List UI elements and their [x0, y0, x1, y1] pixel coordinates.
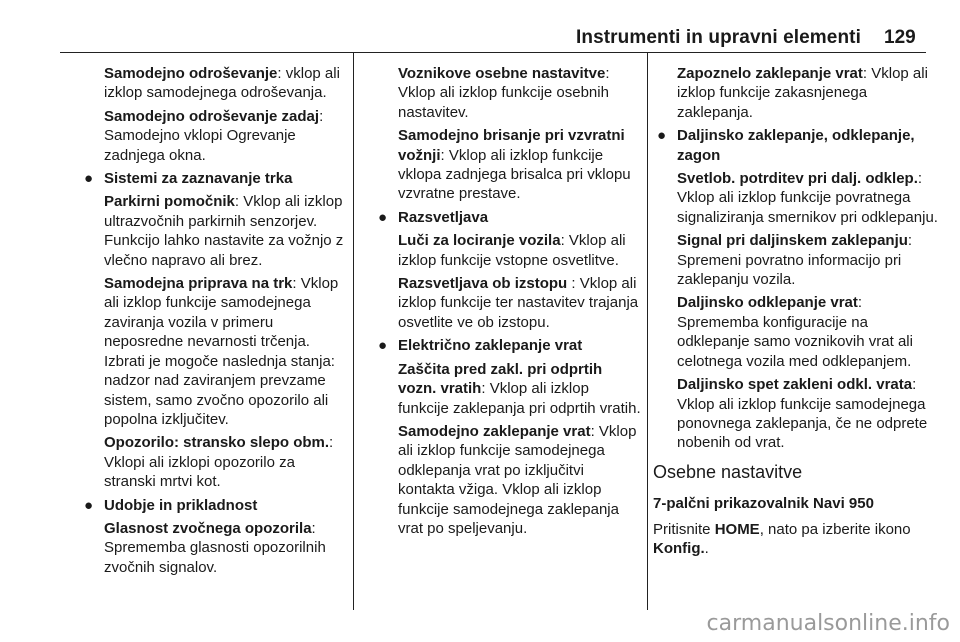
setting-desc: Vklop ali izklop funkcije zakasnjenega zaklepanja. [677, 65, 928, 121]
setting-desc: Vklop ali izklop funkcije samodejnega odklepanja vrat po izključitvi kontakta vžiga. Vklop ali izklop funkcije samodejnega zaklepanja vrat po speljevanju. [398, 422, 637, 537]
setting-desc: Vklop ali izklop funkcije ter nastavitev trajanja osvetlite ve ob izstopu. [398, 275, 639, 331]
setting-term: Luči za lociranje vozila [398, 232, 561, 250]
setting-entry [677, 375, 940, 453]
bullet-group [657, 126, 940, 453]
setting-entry [677, 293, 940, 371]
separator: : [917, 170, 923, 188]
home-key-label: HOME [714, 520, 760, 538]
separator: : [560, 232, 569, 250]
page-number: 129 [884, 27, 916, 48]
setting-term: Samodejno odroševanje zadaj [104, 107, 320, 125]
bullet-group [378, 208, 641, 332]
setting-term: Razsvetljava ob izstopu [398, 275, 568, 293]
setting-desc: Vklop ali izklop funkcije vstopne osvetlitve. [398, 232, 626, 269]
setting-term: Svetlob. potrditev pri dalj. odklep. [677, 170, 918, 188]
bullet-group [84, 169, 348, 492]
text-run: Pritisnite [653, 520, 715, 538]
bullet-group [84, 496, 348, 578]
setting-term: Samodejno brisanje pri vzvratni vožnji [398, 127, 625, 164]
setting-entry [677, 169, 940, 227]
setting-desc: Sprememba konfiguracije na odklepanje samo voznikovih vrat ali celotnega vozila med odklepanjem. [677, 313, 913, 370]
page-header [0, 0, 960, 52]
bullet-icon: ● [378, 337, 388, 355]
setting-term: Zaščita pred zakl. pri odprtih vozn. vratih [398, 360, 603, 398]
bullet-icon: ● [657, 127, 667, 145]
setting-desc: Vklop ali izklop ultrazvočnih parkirnih senzorjev. Funkcijo lahko nastavite za vožnjo z vlečno napravo ali brez. [104, 193, 344, 269]
setting-term: Daljinsko odklepanje vrat [677, 294, 858, 312]
setting-term: Voznikove osebne nastavitve [398, 65, 606, 82]
setting-term: Opozorilo: stransko slepo obm. [104, 434, 330, 452]
column-3 [653, 64, 940, 562]
header-rule [60, 52, 926, 53]
setting-term: Parkirni pomočnik [104, 193, 235, 211]
setting-entry [677, 231, 940, 289]
separator: : [862, 65, 872, 82]
setting-term: Zapoznelo zaklepanje vrat [677, 65, 863, 82]
config-icon-label: Konfig. [653, 539, 705, 557]
setting-entry [104, 274, 348, 429]
separator: : [567, 275, 580, 293]
group-heading: Električno zaklepanje vrat [398, 337, 583, 355]
setting-term: Samodejna priprava na trk [104, 275, 293, 293]
group-heading: Sistemi za zaznavanje trka [104, 170, 293, 188]
separator: : [234, 193, 244, 211]
setting-term: Daljinsko spet zakleni odkl. vrata [677, 376, 913, 394]
setting-desc: Vklop ali izklop funkcije povratnega signaliziranja smernikov pri odklepanju. [677, 189, 938, 226]
group-heading: Daljinsko zaklepanje, odklepanje, zagon [677, 127, 915, 164]
setting-entry [398, 231, 641, 270]
group-heading: Udobje in prikladnost [104, 496, 258, 514]
setting-term: Samodejno odroševanje [104, 65, 278, 82]
separator: : [857, 294, 863, 312]
setting-term: Samodejno zaklepanje vrat [398, 422, 591, 440]
separator: : [277, 65, 286, 82]
separator: : [440, 146, 449, 164]
setting-entry [386, 64, 641, 122]
column-divider-right [647, 52, 648, 610]
setting-desc: Vklop ali izklop funkcije vklopa zadnjega brisalca pri vklopu vzvratne prestave. [398, 146, 631, 203]
instruction-paragraph [653, 520, 940, 559]
column-divider-left [353, 52, 354, 610]
separator: : [311, 519, 316, 537]
setting-desc: Vklop ali izklop funkcije samodejnega zaviranja vozila v primeru neposredne nevarnosti trčenja. Izbrati je mogoče naslednja stanja: nadzor nad zaviranjem prevzame sistem, samo zvočno opozorilo ali popolna izključitev. [104, 275, 339, 428]
column-1 [84, 64, 348, 581]
bullet-group [378, 336, 641, 538]
setting-desc: Spremeni povratno informacijo pri zaklepanju vozila. [677, 251, 902, 289]
bullet-icon: ● [84, 170, 94, 188]
separator: : [590, 422, 599, 440]
separator: : [605, 65, 610, 82]
subsection-heading: 7-palčni prikazovalnik Navi 950 [653, 495, 874, 513]
setting-entry [398, 422, 641, 538]
setting-entry [104, 519, 348, 577]
setting-desc: Vklop ali izklop funkcije zaklepanja pri odprtih vratih. [398, 380, 641, 417]
setting-entry [398, 360, 641, 418]
separator: : [481, 380, 490, 398]
watermark: carmanualsonline.info [706, 611, 950, 636]
setting-desc: Samodejno vklopi Ogrevanje zadnjega okna. [104, 127, 296, 164]
column-2 [378, 64, 641, 542]
text-run: , nato pa izberite ikono [759, 520, 911, 538]
setting-entry [92, 64, 348, 103]
separator: : [292, 275, 301, 293]
setting-term: Glasnost zvočnega opozorila [104, 519, 312, 537]
setting-desc: Vklop ali izklop funkcije samodejnega ponovnega zaklepanja, če ne odprete nobenih od vrat. [677, 395, 928, 452]
setting-desc: vklop ali izklop samodejnega odroševanja. [104, 65, 340, 102]
group-heading: Razsvetljava [398, 208, 489, 226]
separator: : [329, 434, 334, 452]
text-run: . [704, 539, 709, 557]
setting-entry [398, 274, 641, 332]
setting-entry [92, 107, 348, 165]
setting-desc: Vklopi ali izklopi opozorilo za stranski mrtvi kot. [104, 453, 295, 491]
separator: : [912, 376, 917, 394]
bullet-icon: ● [84, 496, 94, 514]
running-title: Instrumenti in upravni elementi [576, 27, 861, 48]
separator: : [907, 232, 913, 250]
setting-desc: Vklop ali izklop funkcije osebnih nastavitev. [398, 84, 609, 121]
setting-entry [665, 64, 940, 122]
bullet-icon: ● [378, 208, 388, 226]
setting-entry [104, 192, 348, 270]
setting-desc: Sprememba glasnosti opozorilnih zvočnih signalov. [104, 539, 326, 576]
setting-term: Signal pri daljinskem zaklepanju [677, 232, 908, 250]
setting-entry [386, 126, 641, 204]
separator: : [319, 107, 324, 125]
section-heading: Osebne nastavitve [653, 461, 803, 482]
setting-entry [104, 433, 348, 491]
